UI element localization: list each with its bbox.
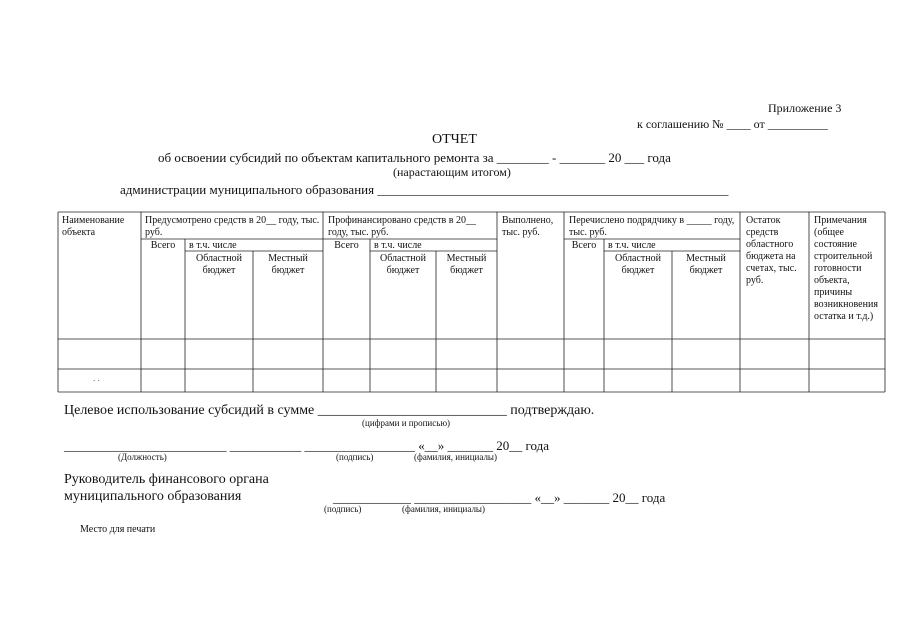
position-hint: (Должность) (118, 452, 167, 462)
planned-total-header: Всего (150, 240, 176, 251)
purpose-statement: Целевое использование субсидий в сумме ___________________________ подтверждаю. (64, 403, 595, 418)
financed-total-header: Всего (334, 240, 359, 251)
col-balance-header: Остаток средств областного бюджета на счетах, тыс. руб. (746, 215, 797, 286)
transferred-regional-header: Областной бюджет (614, 253, 661, 276)
report-subtitle: об освоении субсидий по объектам капитального ремонта за ________ - _______ 20 ___ года (158, 150, 671, 165)
appendix-label: Приложение 3 (768, 101, 842, 115)
administration-line: администрации муниципального образования ______________________________________________________ (120, 182, 729, 197)
col-object-header: Наименование объекта (62, 215, 125, 238)
signature-hint-1: (подпись) (336, 452, 374, 462)
transferred-including-header: в т.ч. числе (608, 240, 656, 251)
transferred-total-header: Всего (571, 240, 597, 251)
planned-including-header: в т.ч. числе (189, 240, 237, 251)
name-hint-1: (фамилия, инициалы) (414, 452, 497, 462)
col-notes-header: Примечания (общее состояние строительной готовности объекта, причины возникновения остатка и т.д.) (814, 215, 878, 322)
cumulative-note: (нарастающим итогом) (393, 165, 511, 179)
signature-line-2: ____________ __________________ «__» _______ 20__ года (333, 490, 666, 505)
agreement-label: к соглашению № ____ от __________ (637, 117, 828, 131)
planned-local-header: Местный бюджет (268, 253, 308, 276)
purpose-hint: (цифрами и прописью) (362, 418, 451, 428)
transferred-local-header: Местный бюджет (686, 253, 726, 276)
report-title: ОТЧЕТ (432, 132, 477, 147)
planned-regional-header: Областной бюджет (195, 253, 242, 276)
col-transferred-header: Перечислено подрядчику в _____ году, тыс. руб. (569, 215, 735, 238)
col-planned-header: Предусмотрено средств в 20__ году, тыс. руб. (145, 215, 320, 238)
col-financed-header: Профинансировано средств в 20__ году, тыс. руб. (328, 215, 476, 238)
row-mark: . . (93, 373, 100, 383)
head-title-line1: Руководитель финансового органа (64, 472, 269, 487)
head-title-line2: муниципального образования (64, 489, 242, 504)
financed-local-header: Местный бюджет (446, 253, 487, 276)
name-hint-2: (фамилия, инициалы) (402, 504, 485, 514)
financed-regional-header: Областной бюджет (379, 253, 426, 276)
stamp-place: Место для печати (80, 524, 156, 535)
signature-hint-2: (подпись) (324, 504, 362, 514)
signature-line-1: _________________________ ___________ _________________ «__» _______ 20__ года (64, 438, 550, 453)
financed-including-header: в т.ч. числе (374, 240, 422, 251)
col-done-header: Выполнено, тыс. руб. (502, 215, 554, 238)
